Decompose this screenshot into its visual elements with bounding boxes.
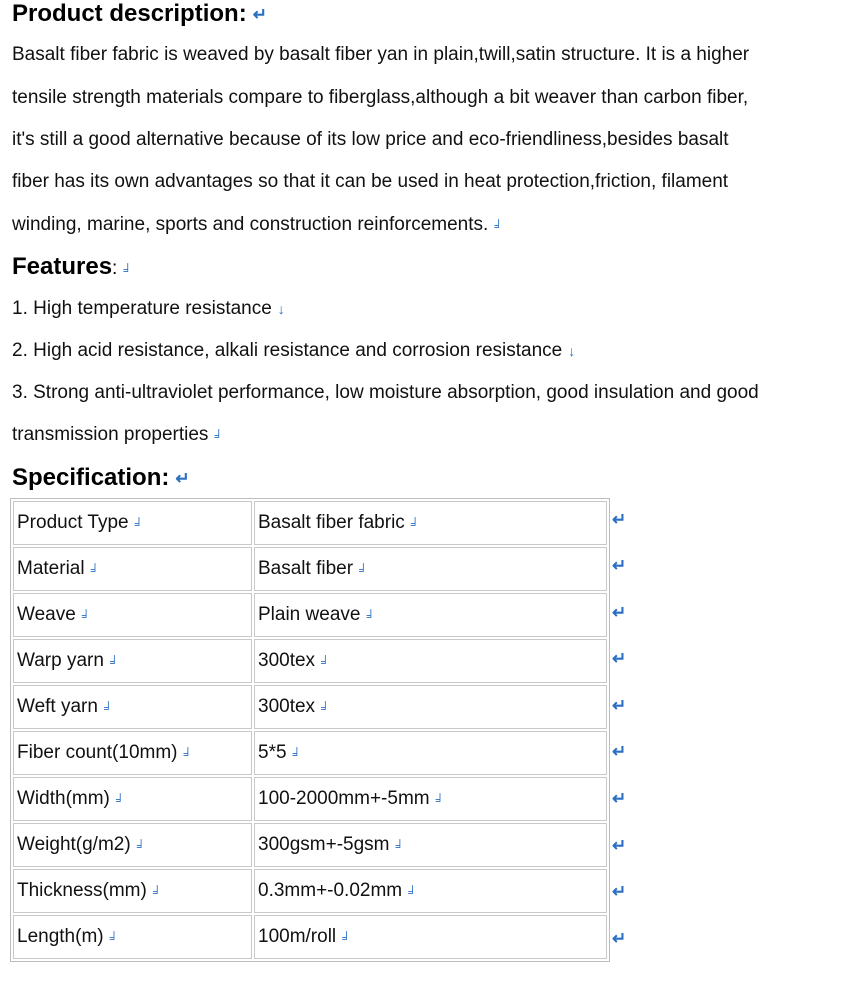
spec-label-cell: Weft yarn ╛: [13, 685, 252, 729]
spec-label-cell: Width(mm) ╛: [13, 777, 252, 821]
spec-label-cell: Weave ╛: [13, 593, 252, 637]
cell-end-icon: ╛: [342, 931, 351, 945]
feature-item: 1. High temperature resistance ↓: [12, 298, 285, 319]
features-colon: :: [112, 258, 118, 279]
paragraph-end-icon: ╛: [123, 263, 132, 277]
description-line: winding, marine, sports and construction reinforcements. ╛: [12, 213, 503, 238]
specification-table: [10, 498, 610, 962]
spec-label-cell: Warp yarn ╛: [13, 639, 252, 683]
table-row: [13, 639, 607, 683]
spec-value-cell: Basalt fiber fabric ╛: [254, 501, 607, 545]
row-end-icon: ↵: [612, 603, 627, 622]
spec-label-cell: Product Type ╛: [13, 501, 252, 545]
line-break-icon: ↓: [568, 343, 576, 359]
spec-value-cell: 5*5 ╛: [254, 731, 607, 775]
row-end-icon: ↵: [612, 696, 627, 715]
spec-value-cell: 300tex ╛: [254, 685, 607, 729]
description-line: it's still a good alternative because of its low price and eco-friendliness,besides basalt: [12, 129, 729, 150]
table-row: [13, 593, 607, 637]
spec-value-cell: 100-2000mm+-5mm ╛: [254, 777, 607, 821]
table-row: [13, 547, 607, 591]
spec-value-cell: 100m/roll ╛: [254, 915, 607, 959]
cell-end-icon: ╛: [90, 563, 100, 577]
line-break-icon: ↓: [277, 301, 285, 317]
paragraph-return-icon: ↵: [252, 4, 267, 24]
cell-end-icon: ╛: [366, 609, 375, 623]
cell-end-icon: ╛: [321, 701, 330, 715]
spec-label-cell: Thickness(mm) ╛: [13, 869, 252, 913]
cell-end-icon: ╛: [408, 885, 417, 899]
cell-end-icon: ╛: [435, 793, 445, 807]
spec-label-cell: Length(m) ╛: [13, 915, 252, 959]
feature-item: 2. High acid resistance, alkali resistance and corrosion resistance ↓: [12, 340, 576, 361]
spec-value-cell: Plain weave ╛: [254, 593, 607, 637]
table-row: [13, 731, 607, 775]
cell-end-icon: ╛: [109, 655, 119, 669]
table-row: [13, 823, 607, 867]
product-description-heading: Product description: ↵: [12, 0, 267, 27]
cell-end-icon: ╛: [321, 655, 330, 669]
spec-value-cell: 300gsm+-5gsm ╛: [254, 823, 607, 867]
cell-end-icon: ╛: [115, 793, 125, 807]
table-row: [13, 685, 607, 729]
feature-item: transmission properties ╛: [12, 423, 223, 448]
row-end-icon: ↵: [612, 649, 627, 668]
table-row: [13, 501, 607, 545]
row-end-icon: ↵: [612, 510, 627, 529]
cell-end-icon: ╛: [359, 563, 368, 577]
cell-end-icon: ╛: [292, 747, 302, 761]
cell-end-icon: ╛: [152, 885, 162, 899]
spec-value-cell: 0.3mm+-0.02mm ╛: [254, 869, 607, 913]
cell-end-icon: ╛: [103, 701, 113, 715]
spec-value-cell: Basalt fiber ╛: [254, 547, 607, 591]
row-end-icon: ↵: [612, 929, 627, 948]
row-end-icon: ↵: [612, 556, 627, 575]
spec-label-cell: Material ╛: [13, 547, 252, 591]
paragraph-end-icon: ╛: [494, 219, 503, 233]
table-row: [13, 915, 607, 959]
spec-label-cell: Weight(g/m2) ╛: [13, 823, 252, 867]
description-line: tensile strength materials compare to fiberglass,although a bit weaver than carbon fiber,: [12, 87, 749, 108]
paragraph-return-icon: ↵: [175, 468, 190, 488]
row-end-icon: ↵: [612, 882, 627, 901]
description-line: fiber has its own advantages so that it can be used in heat protection,friction, filament: [12, 171, 729, 192]
spec-label-cell: Fiber count(10mm) ╛: [13, 731, 252, 775]
row-end-icon: ↵: [612, 789, 627, 808]
features-heading: Features: ╛: [12, 253, 132, 280]
paragraph-end-icon: ╛: [214, 429, 223, 443]
cell-end-icon: ╛: [410, 517, 420, 531]
specification-heading: Specification: ↵: [12, 464, 190, 491]
row-end-icon: ↵: [612, 742, 627, 761]
cell-end-icon: ╛: [136, 839, 146, 853]
row-end-icon: ↵: [612, 836, 627, 855]
cell-end-icon: ╛: [134, 517, 144, 531]
table-row: [13, 777, 607, 821]
feature-item: 3. Strong anti-ultraviolet performance, low moisture absorption, good insulation and good: [12, 382, 759, 403]
table-row: [13, 869, 607, 913]
description-line: Basalt fiber fabric is weaved by basalt fiber yan in plain,twill,satin structure. It is a higher: [12, 44, 750, 65]
cell-end-icon: ╛: [81, 609, 91, 623]
cell-end-icon: ╛: [395, 839, 404, 853]
cell-end-icon: ╛: [183, 747, 193, 761]
cell-end-icon: ╛: [109, 931, 119, 945]
spec-value-cell: 300tex ╛: [254, 639, 607, 683]
